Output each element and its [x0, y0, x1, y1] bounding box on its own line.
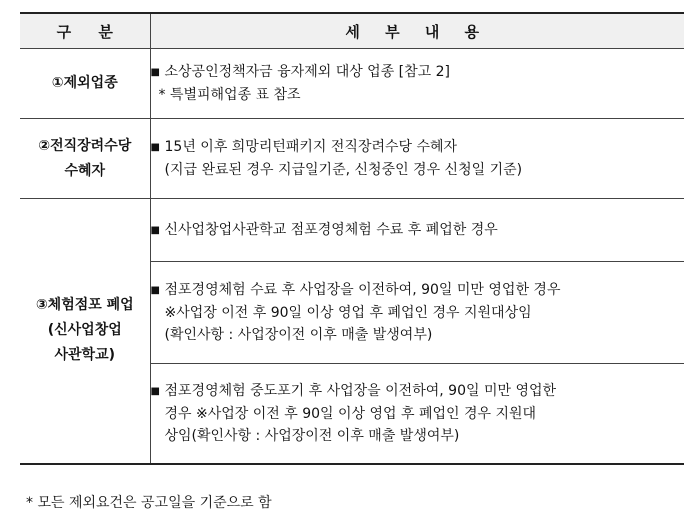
detail-line: ■ 점포경영체험 수료 후 사업장을 이전하여, 90일 미만 영업한 경우 — [151, 279, 685, 302]
category-label: ①제외업종 — [51, 75, 118, 91]
detail-line: (지급 완료된 경우 지급일기준, 신청중인 경우 신청일 기준) — [164, 162, 523, 178]
detail-line: ■ 15년 이후 희망리턴패키지 전직장려수당 수혜자 — [151, 136, 685, 159]
detail-line: ■ 점포경영체험 중도포기 후 사업장을 이전하여, 90일 미만 영업한 — [151, 380, 685, 403]
bullet-icon: ■ — [150, 224, 160, 236]
bullet-icon: ■ — [150, 142, 160, 153]
category-label: 사관학교) — [54, 347, 115, 364]
header-details: 세 부 내 용 — [150, 13, 684, 49]
table-row — [20, 119, 684, 199]
table-row — [20, 199, 684, 262]
detail-cell — [150, 364, 684, 464]
exclusion-criteria-table — [20, 12, 684, 465]
header-category: 구 분 — [20, 13, 150, 49]
category-label: 수혜자 — [64, 162, 106, 179]
table-row — [20, 49, 684, 119]
detail-cell — [150, 119, 684, 199]
category-cell — [20, 199, 150, 464]
detail-line: 상임(확인사항 : 사업장이전 이후 매출 발생여부) — [164, 427, 460, 444]
detail-line: 경우 ※사업장 이전 후 90일 이상 영업 후 폐업인 경우 지원대 — [164, 405, 537, 422]
bullet-icon: ■ — [150, 285, 160, 296]
category-cell — [20, 49, 150, 119]
detail-cell — [150, 49, 684, 119]
category-label: ②전직장려수당 — [38, 137, 132, 154]
bullet-icon: ■ — [150, 67, 160, 78]
detail-cell — [150, 262, 684, 364]
category-label: (신사업창업 — [47, 322, 122, 339]
detail-line: * 특별피해업종 표 참조 — [158, 87, 301, 103]
detail-line: ※사업장 이전 후 90일 이상 영업 후 폐업인 경우 지원대상임 — [164, 305, 532, 321]
table-header-row — [20, 13, 684, 49]
bullet-icon: ■ — [150, 385, 160, 397]
detail-cell — [150, 199, 684, 262]
detail-line: ■ 소상공인정책자금 융자제외 대상 업종 [참고 2] — [151, 61, 685, 84]
category-cell — [20, 119, 150, 199]
detail-line: ■ 신사업창업사관학교 점포경영체험 수료 후 폐업한 경우 — [151, 219, 685, 242]
footnote: * 모든 제외요건은 공고일을 기준으로 함 — [26, 495, 272, 511]
category-label: ③체험점포 폐업 — [35, 297, 134, 314]
detail-line: (확인사항 : 사업장이전 이후 매출 발생여부) — [164, 327, 433, 343]
